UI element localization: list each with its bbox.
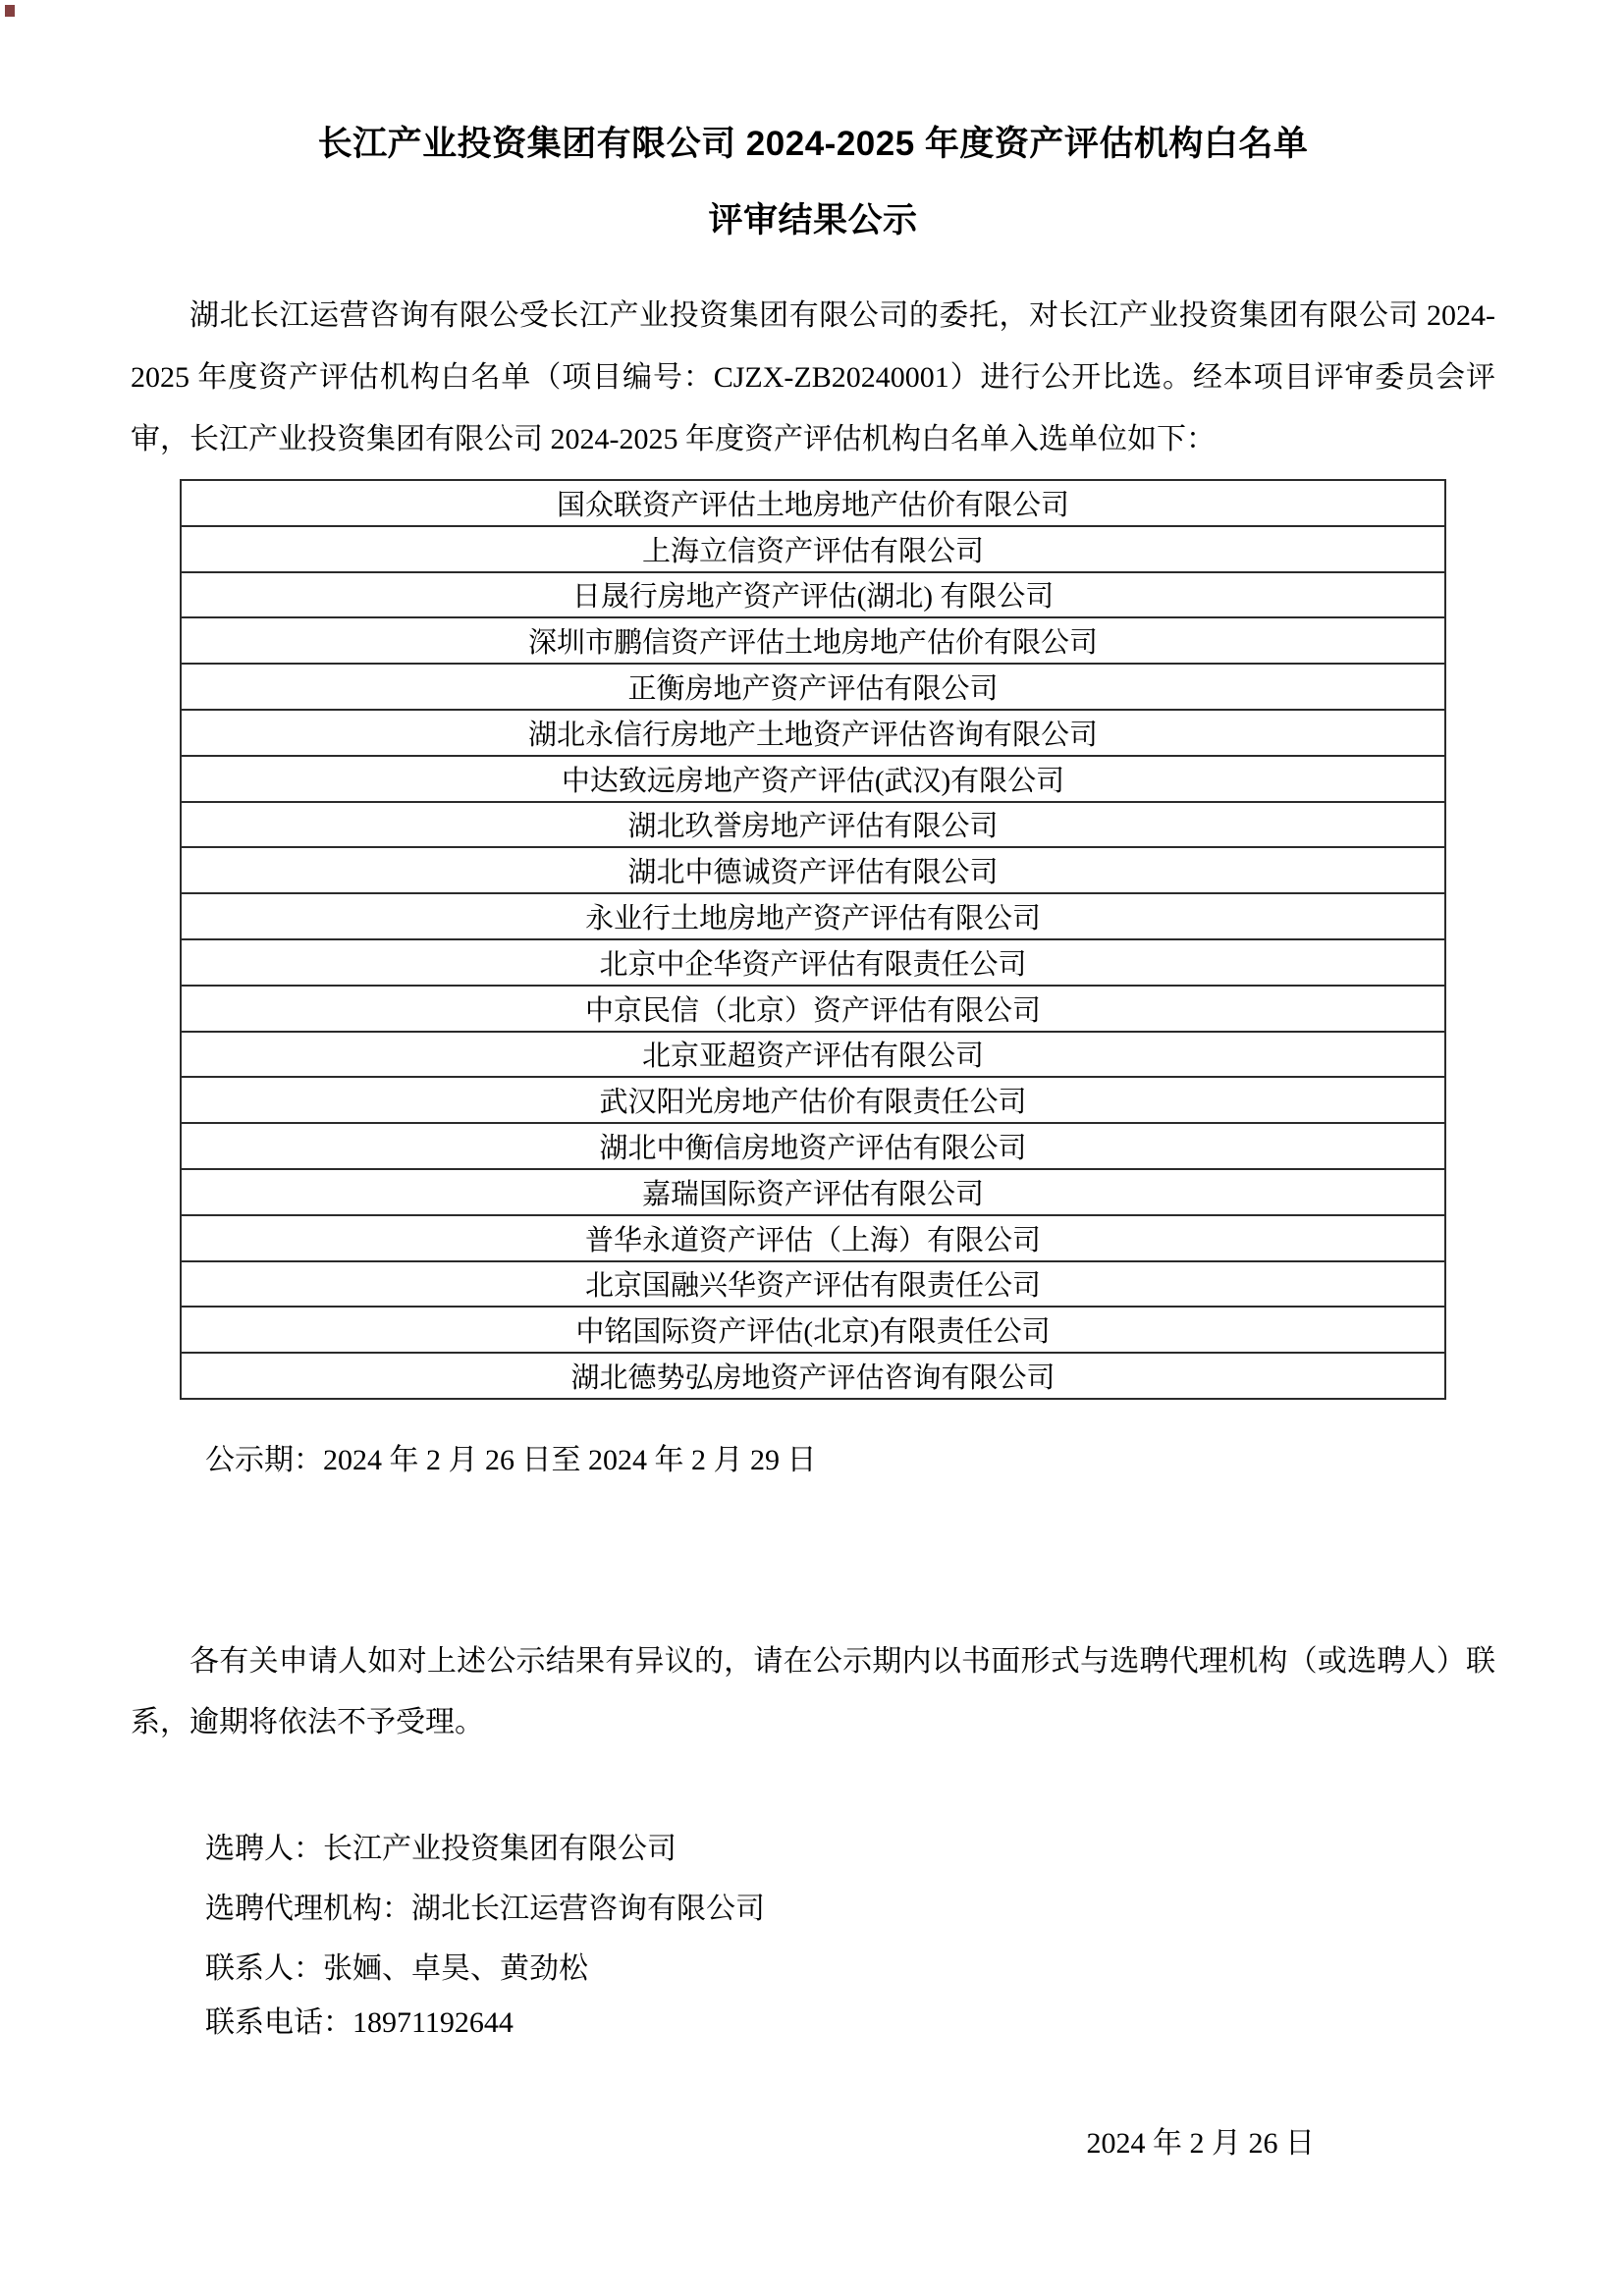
company-name-cell: 湖北中衡信房地资产评估有限公司 [181,1123,1445,1169]
table-row [181,1169,1445,1215]
objection-paragraph: 各有关申请人如对上述公示结果有异议的，请在公示期内以书面形式与选聘代理机构（或选聘人）联系，逾期将依法不予受理。 [131,1644,1495,1738]
table-row [181,847,1445,893]
table-row [181,1077,1445,1123]
contact-phone-line: 联系电话：18971192644 [205,2005,514,2039]
company-name-cell: 湖北玖誉房地产评估有限公司 [181,802,1445,848]
table-row [181,756,1445,802]
company-name-cell: 永业行土地房地产资产评估有限公司 [181,893,1445,939]
company-name-cell: 日晟行房地产资产评估(湖北) 有限公司 [181,572,1445,618]
table-row [181,1123,1445,1169]
table-row [181,710,1445,756]
table-row [181,572,1445,618]
table-row [181,526,1445,572]
intro-paragraph: 湖北长江运营咨询有限公受长江产业投资集团有限公司的委托，对长江产业投资集团有限公司 2024-2025 年度资产评估机构白名单（项目编号：CJZX-ZB20240001）进行公开比选。经本项目评审委员会评审，长江产业投资集团有限公司 2024-2025 年度资产评估机构白名单入选单位如下： [131,299,1495,455]
contact-person-line: 联系人：张婳、卓昊、黄劲松 [205,1951,588,1985]
table-row [181,986,1445,1032]
table-row [181,1261,1445,1308]
table-row [181,617,1445,664]
company-name-cell: 北京国融兴华资产评估有限责任公司 [181,1261,1445,1308]
table-row [181,939,1445,986]
table-row [181,664,1445,710]
company-table-body [181,480,1445,1399]
company-name-cell: 北京中企华资产评估有限责任公司 [181,939,1445,986]
table-row [181,1353,1445,1399]
company-name-cell: 湖北中德诚资产评估有限公司 [181,847,1445,893]
company-name-cell: 北京亚超资产评估有限公司 [181,1032,1445,1078]
document-title-line2: 评审结果公示 [708,201,918,240]
table-row [181,1215,1445,1261]
table-row [181,893,1445,939]
company-table [180,479,1446,1400]
company-name-cell: 正衡房地产资产评估有限公司 [181,664,1445,710]
company-name-cell: 湖北永信行房地产土地资产评估咨询有限公司 [181,710,1445,756]
company-name-cell: 中铭国际资产评估(北京)有限责任公司 [181,1307,1445,1353]
corner-artifact [5,5,15,17]
company-name-cell: 中京民信（北京）资产评估有限公司 [181,986,1445,1032]
company-name-cell: 湖北德势弘房地资产评估咨询有限公司 [181,1353,1445,1399]
company-name-cell: 嘉瑞国际资产评估有限公司 [181,1169,1445,1215]
agency-line: 选聘代理机构：湖北长江运营咨询有限公司 [205,1892,765,1925]
company-name-cell: 武汉阳光房地产估价有限责任公司 [181,1077,1445,1123]
publicity-period: 公示期：2024 年 2 月 26 日至 2024 年 2 月 29 日 [205,1443,817,1476]
company-name-cell: 中达致远房地产资产评估(武汉)有限公司 [181,756,1445,802]
company-name-cell: 普华永道资产评估（上海）有限公司 [181,1215,1445,1261]
company-name-cell: 国众联资产评估土地房地产估价有限公司 [181,480,1445,526]
table-row [181,1032,1445,1078]
document-title-line1: 长江产业投资集团有限公司 2024-2025 年度资产评估机构白名单 [317,125,1309,163]
company-name-cell: 上海立信资产评估有限公司 [181,526,1445,572]
table-row [181,480,1445,526]
company-name-cell: 深圳市鹏信资产评估土地房地产估价有限公司 [181,617,1445,664]
table-row [181,802,1445,848]
table-row [181,1307,1445,1353]
employer-line: 选聘人：长江产业投资集团有限公司 [205,1832,677,1865]
document-date: 2024 年 2 月 26 日 [1086,2126,1315,2160]
